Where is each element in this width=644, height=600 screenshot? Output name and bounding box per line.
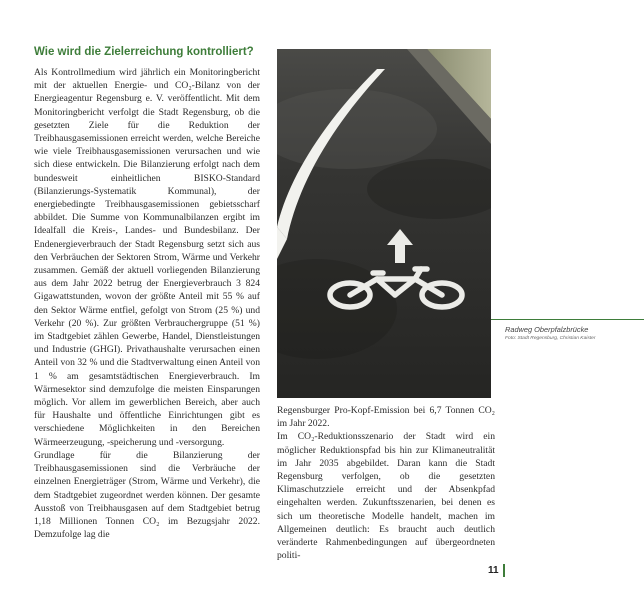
section-heading: Wie wird die Zielerreichung kontrolliert? — [34, 46, 254, 58]
paragraph-emissions-basis: Grundlage für die Bilanzierung der Treibhausgasemissionen sind die Verbräuche der einzelnen Energieträger (Strom, Wärme und Verkehr), die dem Stadtgebiet zugeordnet werden können. Der gesamte Ausstoß von Treibhausgasen auf dem Stadtgebiet betrug 1,18 Millionen Tonnen CO₂ im Bezugsjahr 2022. Demzufolge lag die — [34, 449, 260, 541]
caption-credit: Foto: Stadt Regensburg, Christian Kaister — [505, 336, 596, 341]
paragraph-reduction-scenario: Im CO₂-Reduktionsszenario der Stadt wird ein möglicher Reduktionspfad bis hin zur Klimaneutralität im Jahr 2035 abgebildet. Daran kann die Stadt Regensburg verfolgen, ob die gesetzten Klimaschutzziele erreicht und der Absenkpfad eingehalten werden. Zukunftsszenarien, bei denen es sich um theoretische Modelle handelt, machen im Allgemeinen deutlich: Es braucht auch deutlich veränderte Rahmenbedingungen auf übergeordneten politi- — [277, 431, 495, 562]
photo-caption — [505, 325, 635, 341]
page-number: 11 — [488, 565, 499, 576]
bike-lane-photo — [277, 49, 491, 398]
paragraph-per-capita: Regensburger Pro-Kopf-Emission bei 6,7 Tonnen CO₂ im Jahr 2022. — [277, 405, 495, 430]
caption-title: Radweg Oberpfalzbrücke — [505, 325, 589, 334]
text-column-right — [277, 404, 495, 562]
text-column-left — [34, 66, 260, 541]
caption-divider — [491, 319, 644, 320]
page-number-bar — [503, 564, 505, 577]
bike-lane-image — [277, 49, 491, 398]
paragraph-monitoring: Als Kontrollmedium wird jährlich ein Monitoringbericht mit der aktuellen Energie- und CO₂-Bilanz von der Energieagentur Regensburg e. V. veröffentlicht. Mit dem Monitoringbericht verfolgt die Stadt Regensburg, ob die gesetzten Ziele für die Reduktion der Treibhausgasemissionen erreicht werden, welche Bereiche wie viele Treibhausgasemissionen verursachen und wie sich diese entwickeln. Die Bilanzierung erfolgt nach dem bundesweit einheitlichen BISKO-Standard (Bilanzierungs-Systematik Kommunal), der energiebedingte Treibhausgasemissionen gebietsscharf abbildet. Die Summe von Kommunalbilanzen ergibt im Idealfall die Kreis-, Landes- und Bundesbilanz. Der Endenergieverbrauch der Stadt Regensburg setzt sich aus den Verbräuchen der Sektoren Strom, Wärme und Verkehr zusammen. Gemäß der aktuell vorliegenden Bilanzierung aus dem Jahr 2022 betrug der Energieverbrauch 3 824 Gigawattstunden, wovon der größte Anteil mit 55 % auf den Sektor Wärme entfiel, gefolgt von Strom (25 %) und Verkehr (20 %). Zur größten Verbrauchergruppe (51 %) im Stadtgebiet zählen Gewerbe, Handel, Dienstleistungen und Industrie (GHGI). Privathaushalte verursachen einen Anteil von 32 % und die Stadtverwaltung einen Anteil von 1 % am gesamtstädtischen Energieverbrauch. Im Wärmesektor sind demzufolge die meisten Einsparungen möglich. Vor allem im gewerblichen Bereich, aber auch für Haushalte und öffentliche Einrichtungen gibt es verschiedene Möglichkeiten in den Bereichen Wärmeerzeugung, -speicherung und -versorgung. — [34, 67, 260, 448]
